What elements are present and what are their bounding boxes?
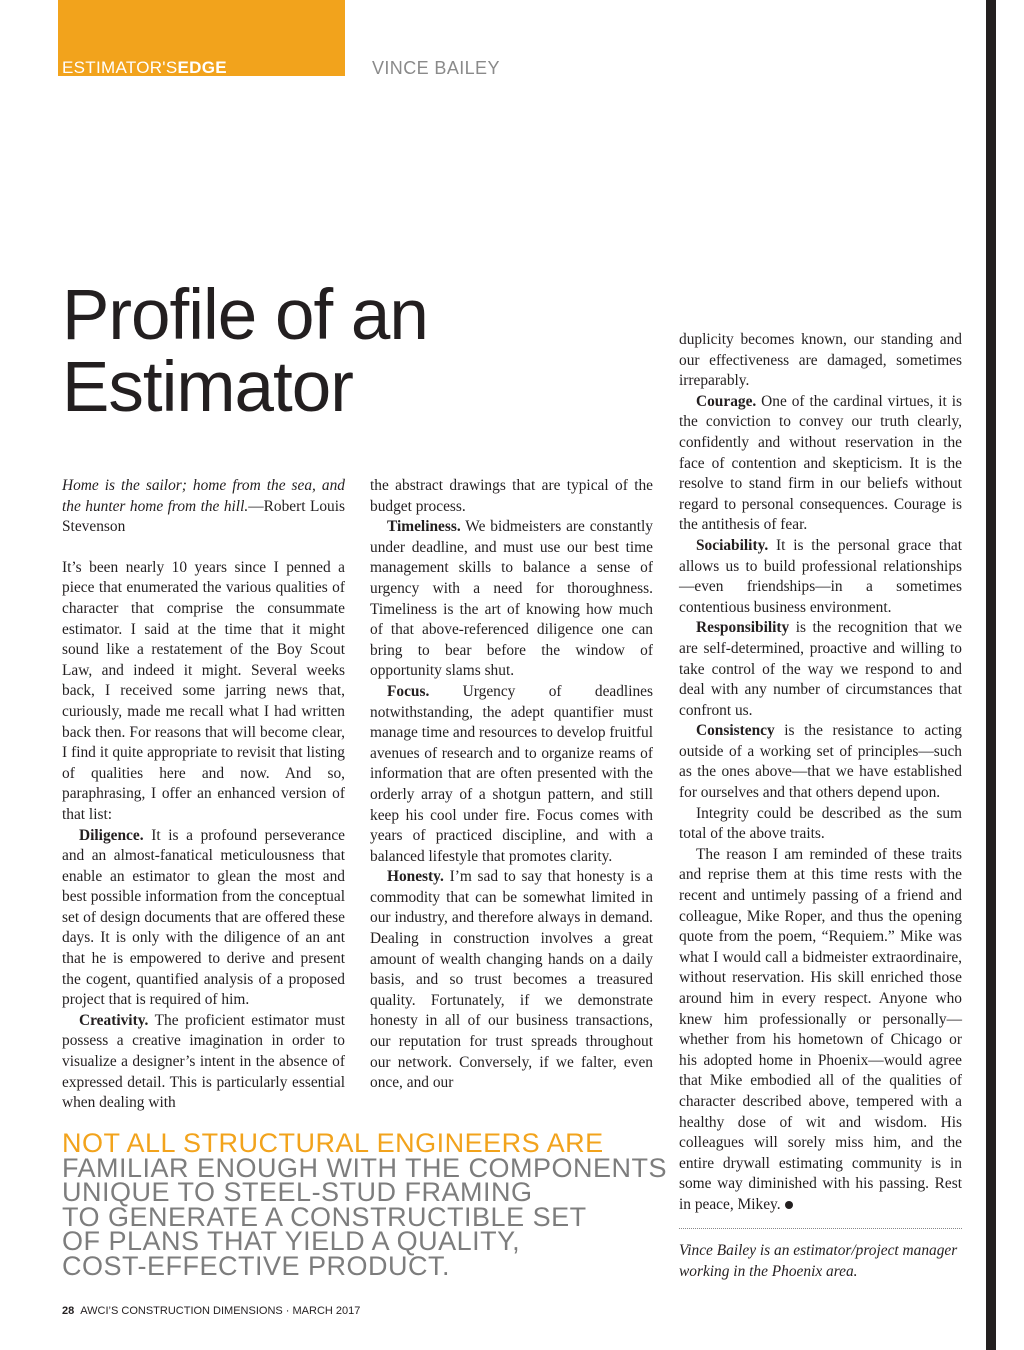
timeliness-paragraph bbox=[370, 517, 653, 682]
sociability-paragraph bbox=[679, 536, 962, 618]
honesty-continuation: duplicity becomes known, our standing and our effectiveness are damaged, sometimes irreparably. bbox=[679, 331, 962, 390]
column-1 bbox=[62, 476, 345, 1114]
intro-paragraph: It’s been nearly 10 years since I penned a piece that enumerated the various qualities of character that comprise the consummate estimator. I said at the time that it might sound like a restatement of the Boy Scout Law, and indeed it might. Several weeks back, I received some jarring news that, curiously, made me recall what I had written back then. For reasons that will become clear, I find it quite appropriate to revisit that listing of qualities here and now. And so, paraphrasing, I offer an enhanced version of that list: bbox=[62, 558, 345, 823]
pull-quote-line: FAMILIAR ENOUGH WITH THE COMPONENTS bbox=[62, 1152, 668, 1183]
diligence-term: Diligence. bbox=[79, 826, 144, 844]
pull-quote-line: NOT ALL STRUCTURAL ENGINEERS ARE bbox=[62, 1128, 604, 1158]
courage-term: Courage. bbox=[696, 392, 757, 410]
pull-quote-line: TO GENERATE A CONSTRUCTIBLE SET bbox=[62, 1201, 587, 1232]
section-label bbox=[62, 58, 227, 78]
pull-quote-line: COST-EFFECTIVE PRODUCT. bbox=[62, 1250, 451, 1281]
page-number: 28 bbox=[62, 1305, 75, 1317]
section-label-prefix: ESTIMATOR'S bbox=[62, 58, 178, 77]
focus-term: Focus. bbox=[387, 682, 430, 700]
author-byline: VINCE BAILEY bbox=[372, 58, 500, 78]
creativity-text: The proficient estimator must possess a creative imagination in order to visualize a designer’s intent in the absence of expressed detail. This is particularly essential when dealing with bbox=[62, 1011, 345, 1112]
pull-quote-line: OF PLANS THAT YIELD A QUALITY, bbox=[62, 1226, 521, 1256]
publication-info: AWCI’S CONSTRUCTION DIMENSIONS · MARCH 2017 bbox=[80, 1305, 361, 1317]
diligence-paragraph bbox=[62, 826, 345, 1011]
timeliness-text: We bidmeisters are constantly under deadline, and must use our best time management skills to balance a sense of urgency with a need for thoroughness. Timeliness is the art of knowing how much of that above-referenced diligence one can bring to bear before the window of opportunity slams shut. bbox=[370, 518, 653, 680]
consistency-text: is the resistance to acting outside of a working set of principles—such as the ones above—that we have established for ourselves and that others depend upon. bbox=[679, 722, 962, 802]
article-title bbox=[62, 276, 532, 428]
consistency-paragraph bbox=[679, 721, 962, 803]
focus-paragraph bbox=[370, 682, 653, 867]
pull-quote bbox=[62, 1128, 668, 1281]
author-bio: Vince Bailey is an estimator/project manager working in the Phoenix area. bbox=[679, 1242, 958, 1280]
title-line-2: Estimator bbox=[62, 348, 353, 428]
pull-quote-line: UNIQUE TO STEEL-STUD FRAMING bbox=[62, 1177, 533, 1207]
creativity-continuation: the abstract drawings that are typical of the budget process. bbox=[370, 477, 653, 515]
closing-text: The reason I am reminded of these traits and reprise them at this time rests with the recent and untimely passing of a friend and colleague, Mike Roper, and thus the opening quote from the poem, “Requiem.” Mike was what I would call a bidmeister extraordinaire, without reservation. His skill enriched those around him in every respect. Anyone who knew him professionally or personally—whether from his hometown of Chicago or his adopted home in Phoenix—would agree that Mike embodied all of the qualities of character described above, tempered with a healthy dose of wit and wisdom. His colleagues will sorely miss him, and the entire drywall estimating community is in some way diminished with his passing. Rest in peace, Mikey. bbox=[679, 845, 962, 1213]
epigraph bbox=[62, 476, 345, 538]
honesty-paragraph bbox=[370, 867, 653, 1094]
timeliness-term: Timeliness. bbox=[387, 518, 461, 536]
focus-text: Urgency of deadlines notwithstanding, the adept quantifier must manage time and resources to develop fruitful avenues of research and to organize reams of information that are often presented with the orderly array of a shotgun pattern, and still keep his cool under fire. Focus comes with years of practiced discipline, and with a balanced lifestyle that promotes clarity. bbox=[370, 682, 653, 865]
sociability-term: Sociability. bbox=[696, 536, 769, 554]
section-label-suffix: EDGE bbox=[177, 58, 227, 77]
creativity-term: Creativity. bbox=[79, 1011, 149, 1029]
sociability-text: It is the personal grace that allows us to build professional relationships—even friendships—in a sometimes contentious business environment. bbox=[679, 536, 962, 616]
column-2 bbox=[370, 476, 653, 1094]
courage-text: One of the cardinal virtues, it is the conviction to convey our truth clearly, confidently and without reservation in the face of contention and skepticism. It is the resolve to stand firm in our beliefs without regard to personal consequences. Courage is the antithesis of fear. bbox=[679, 392, 962, 534]
epigraph-text: Home is the sailor; home from the sea, and the hunter home from the hill. bbox=[62, 477, 345, 515]
page-edge-bar bbox=[986, 0, 996, 1350]
epigraph-citation: —Robert Louis Stevenson bbox=[62, 497, 345, 536]
honesty-term: Honesty. bbox=[387, 868, 444, 886]
bio-divider bbox=[679, 1228, 962, 1229]
end-of-article-bullet-icon bbox=[785, 1201, 793, 1209]
responsibility-term: Responsibility bbox=[696, 619, 790, 637]
responsibility-paragraph bbox=[679, 618, 962, 721]
courage-paragraph bbox=[679, 392, 962, 536]
integrity-paragraph: Integrity could be described as the sum total of the above traits. bbox=[679, 804, 962, 843]
title-line-1: Profile of an bbox=[62, 276, 428, 355]
page-footer bbox=[62, 1305, 360, 1317]
honesty-text: I’m sad to say that honesty is a commodity that can be somewhat limited in our industry, and therefore always in demand. Dealing in construction involves a great amount of wealth changing hands on a daily basis, and so trust becomes a treasured quality. Fortunately, if we demonstrate honesty in all of our business transactions, our reputation for trust spreads throughout our network. Conversely, if we falter, even once, and our bbox=[370, 868, 653, 1092]
diligence-text: It is a profound perseverance and an almost-fanatical meticulousness that enable an estimator to glean the most and best possible information from the conceptual set of design documents that are offered these days. It is only with the diligence of an ant that he is empowered to derive and present the cogent, quantified analysis of a proposed project that is required of him. bbox=[62, 826, 345, 1009]
closing-paragraph bbox=[679, 845, 962, 1216]
column-3 bbox=[679, 330, 962, 1216]
responsibility-text: is the recognition that we are self-determined, proactive and willing to take control of the way we respond to and deal with any number of circumstances that confront us. bbox=[679, 619, 962, 719]
consistency-term: Consistency bbox=[696, 722, 775, 740]
creativity-paragraph bbox=[62, 1011, 345, 1114]
